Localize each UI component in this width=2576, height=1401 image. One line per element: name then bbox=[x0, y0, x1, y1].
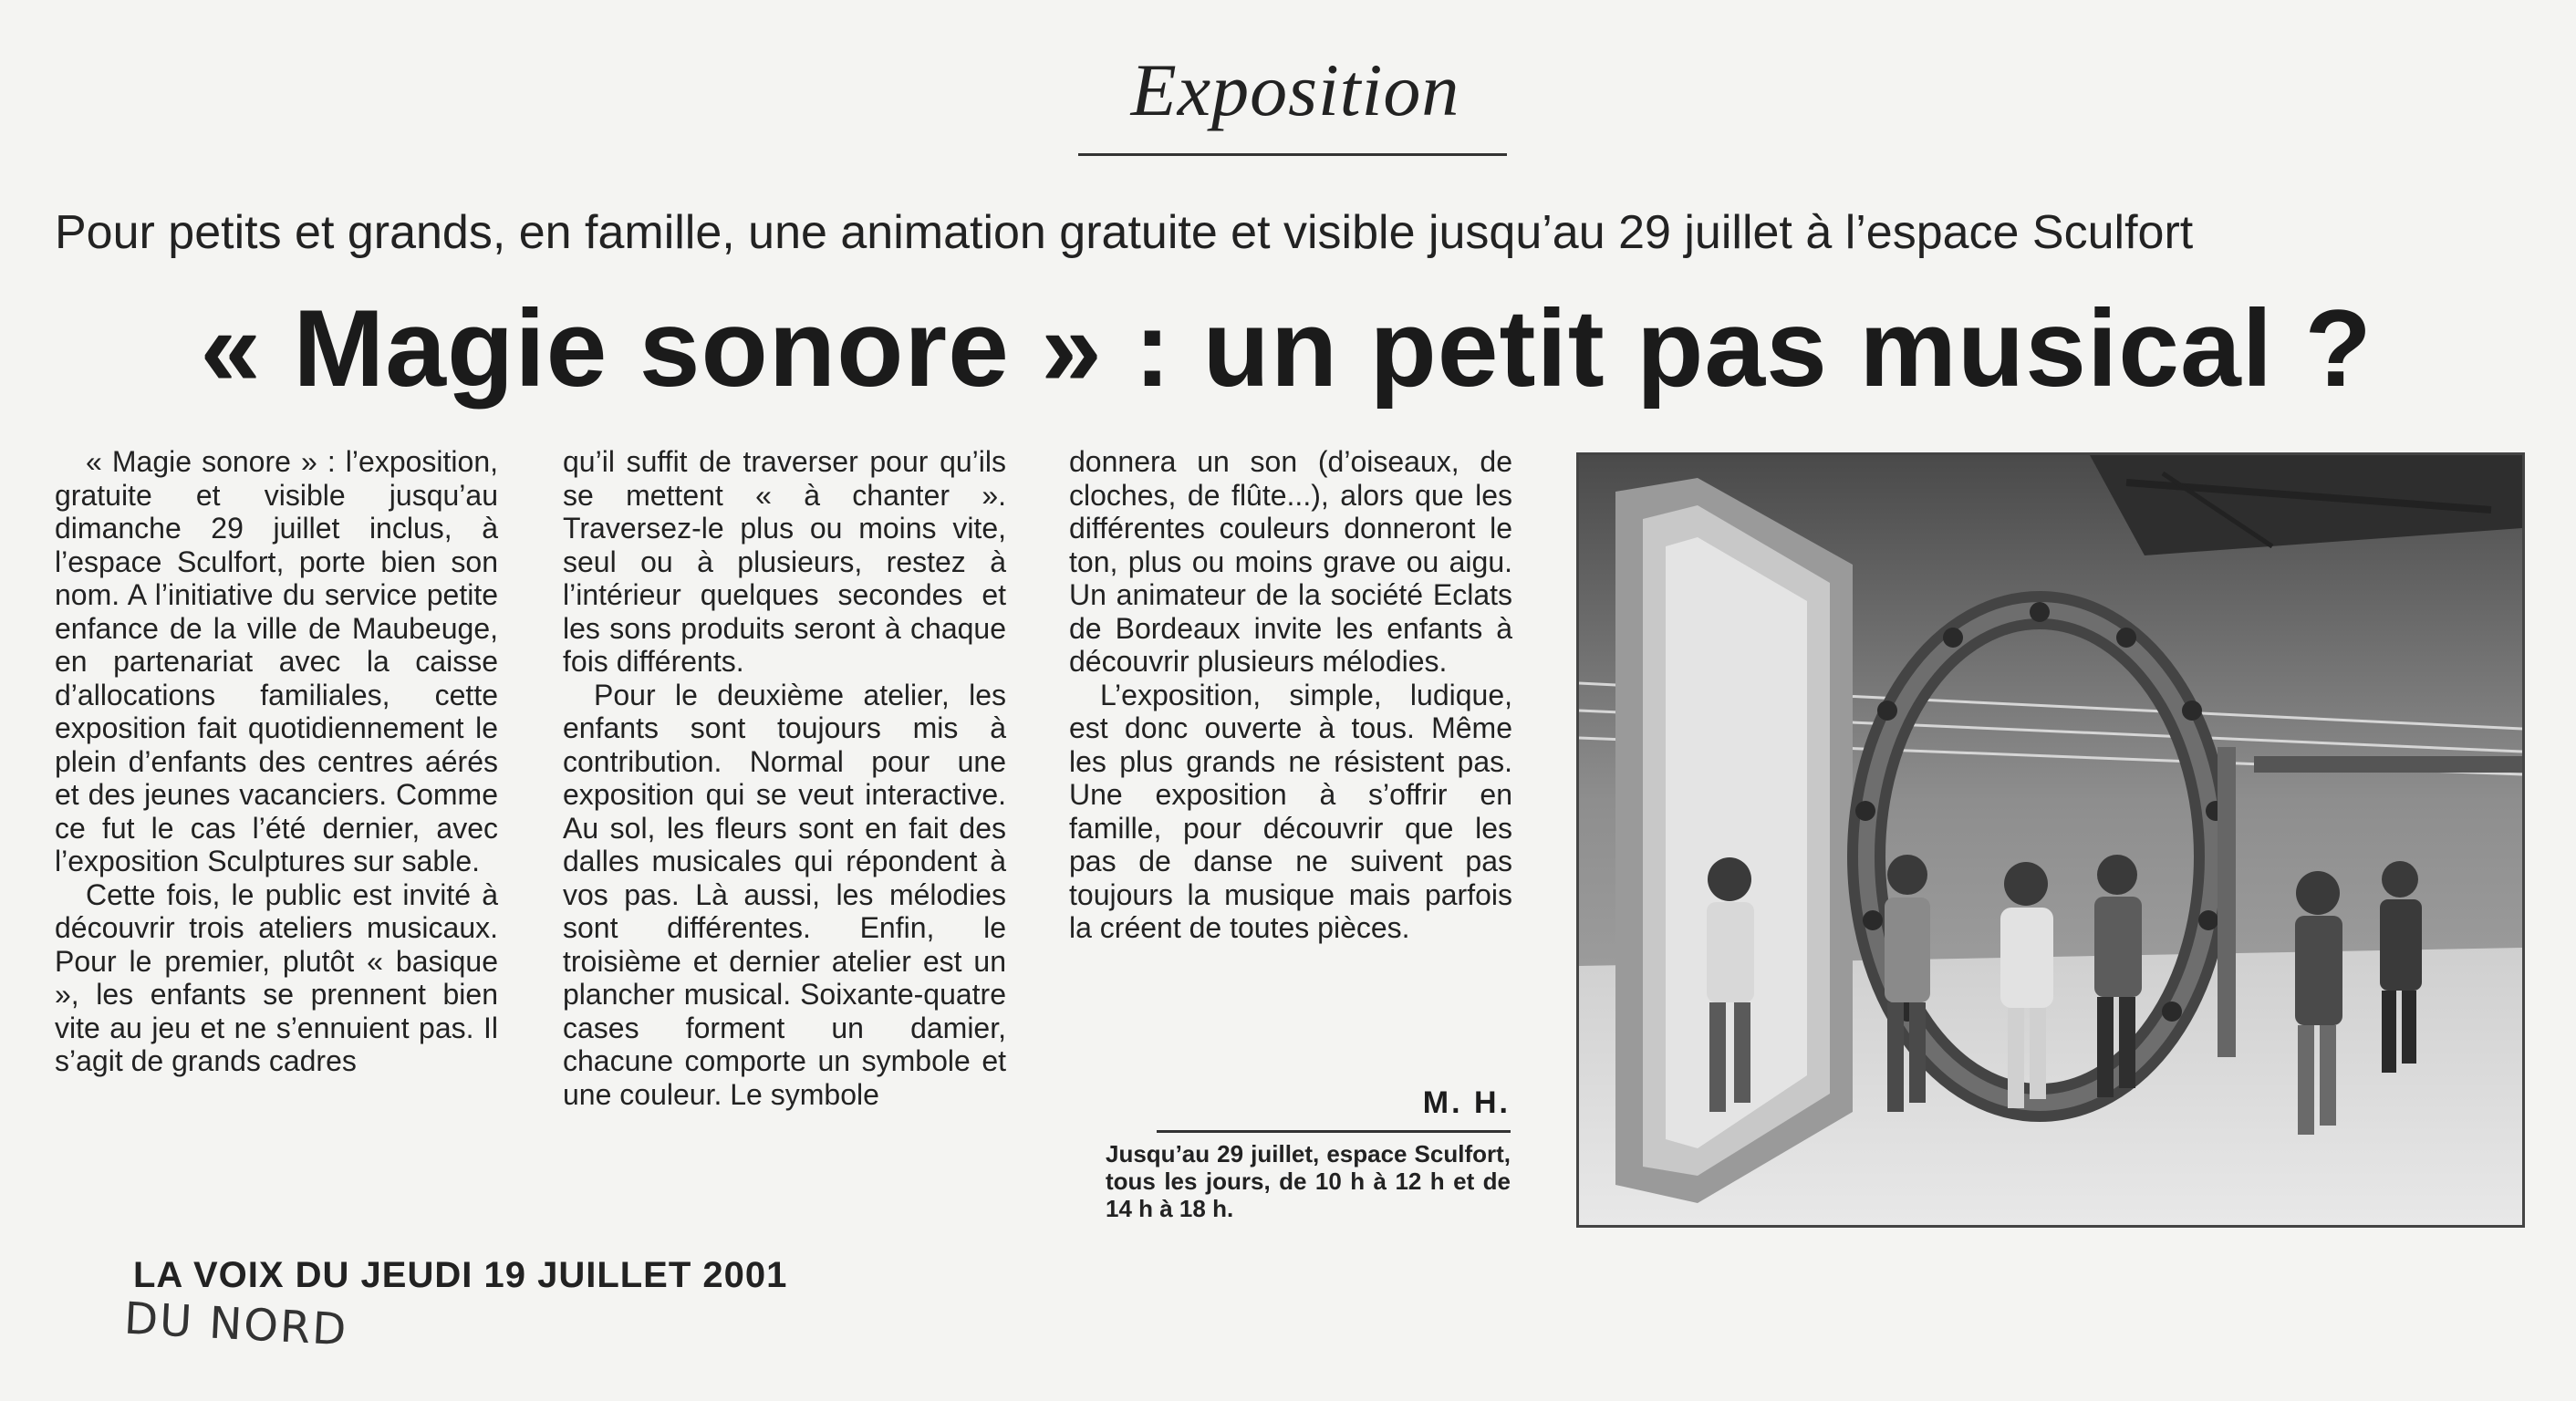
handwritten-annotation-text: DU NORD bbox=[122, 1292, 349, 1356]
paragraph: qu’il suffit de traverser pour qu’ils se mettent « à chanter ». Traversez-le plus ou moins vite, seul ou à plusieurs, restez à l’intérieur quelques secondes et les sons produits seront à chaque fois différents. bbox=[563, 445, 1006, 678]
photo-children-musical-frames bbox=[1579, 455, 2522, 1225]
paragraph: Pour le deuxième atelier, les enfants sont toujours mis à contribution. Normal pour une exposition qui se veut interactive. Au sol, les fleurs sont en fait des dalles musicales qui répondent à vos pas. Là aussi, les mélodies sont différentes. Enfin, le troisième et dernier atelier est un plancher musical. Soixante-quatre cases forment un damier, chacune comporte un symbole et une couleur. Le symbole bbox=[563, 678, 1006, 1111]
practical-info: Jusqu’au 29 juillet, espace Sculfort, tous les jours, de 10 h à 12 h et de 14 h à 18 h. bbox=[1106, 1140, 1511, 1222]
article-column-1 bbox=[55, 445, 498, 1078]
paragraph: L’exposition, simple, ludique, est donc ouverte à tous. Même les plus grands ne résistent pas. Une exposition à s’offrir en famille, pour découvrir que les pas de danse ne suivent pas toujours la musique mais parfois la créent de toutes pièces. bbox=[1069, 678, 1512, 944]
section-kicker-text: Exposition bbox=[1130, 48, 1460, 131]
paragraph: donnera un son (d’oiseaux, de cloches, de flûte...), alors que les différentes couleurs donneront le ton, plus ou moins grave ou aigu. Un animateur de la société Eclats de Bordeaux invite les enfants à découvrir plusieurs mélodies. bbox=[1069, 445, 1512, 678]
kicker-underline bbox=[1078, 153, 1507, 156]
article-photo bbox=[1576, 452, 2525, 1228]
article-headline: « Magie sonore » : un petit pas musical ? bbox=[200, 287, 2373, 410]
paragraph: « Magie sonore » : l’exposition, gratuite et visible jusqu’au dimanche 29 juillet inclus, à l’espace Sculfort, porte bien son nom. A l’initiative du service petite enfance de la ville de Maubeuge, en partenariat avec la caisse d’allocations familiales, cette exposition fait quotidiennement le plein d’enfants des centres aérés et des jeunes vacanciers. Comme ce fut le cas l’été dernier, avec l’exposition Sculptures sur sable. bbox=[55, 445, 498, 877]
article-subheadline: Pour petits et grands, en famille, une animation gratuite et visible jusqu’au 29 juillet à l’espace Sculfort bbox=[55, 206, 2194, 259]
section-kicker bbox=[1076, 47, 1514, 157]
paragraph: Cette fois, le public est invité à découvrir trois ateliers musicaux. Pour le premier, plutôt « basique », les enfants se prennent bien vite au jeu et ne s’ennuient pas. Il s’agit de grands cadres bbox=[55, 877, 498, 1077]
author-signature: M. H. bbox=[1422, 1085, 1511, 1120]
article-column-2 bbox=[563, 445, 1006, 1111]
handwritten-annotation bbox=[122, 1292, 361, 1372]
article-column-3 bbox=[1069, 445, 1512, 945]
info-divider bbox=[1157, 1130, 1511, 1133]
newspaper-source: LA VOIX DU JEUDI 19 JUILLET 2001 bbox=[133, 1255, 788, 1295]
